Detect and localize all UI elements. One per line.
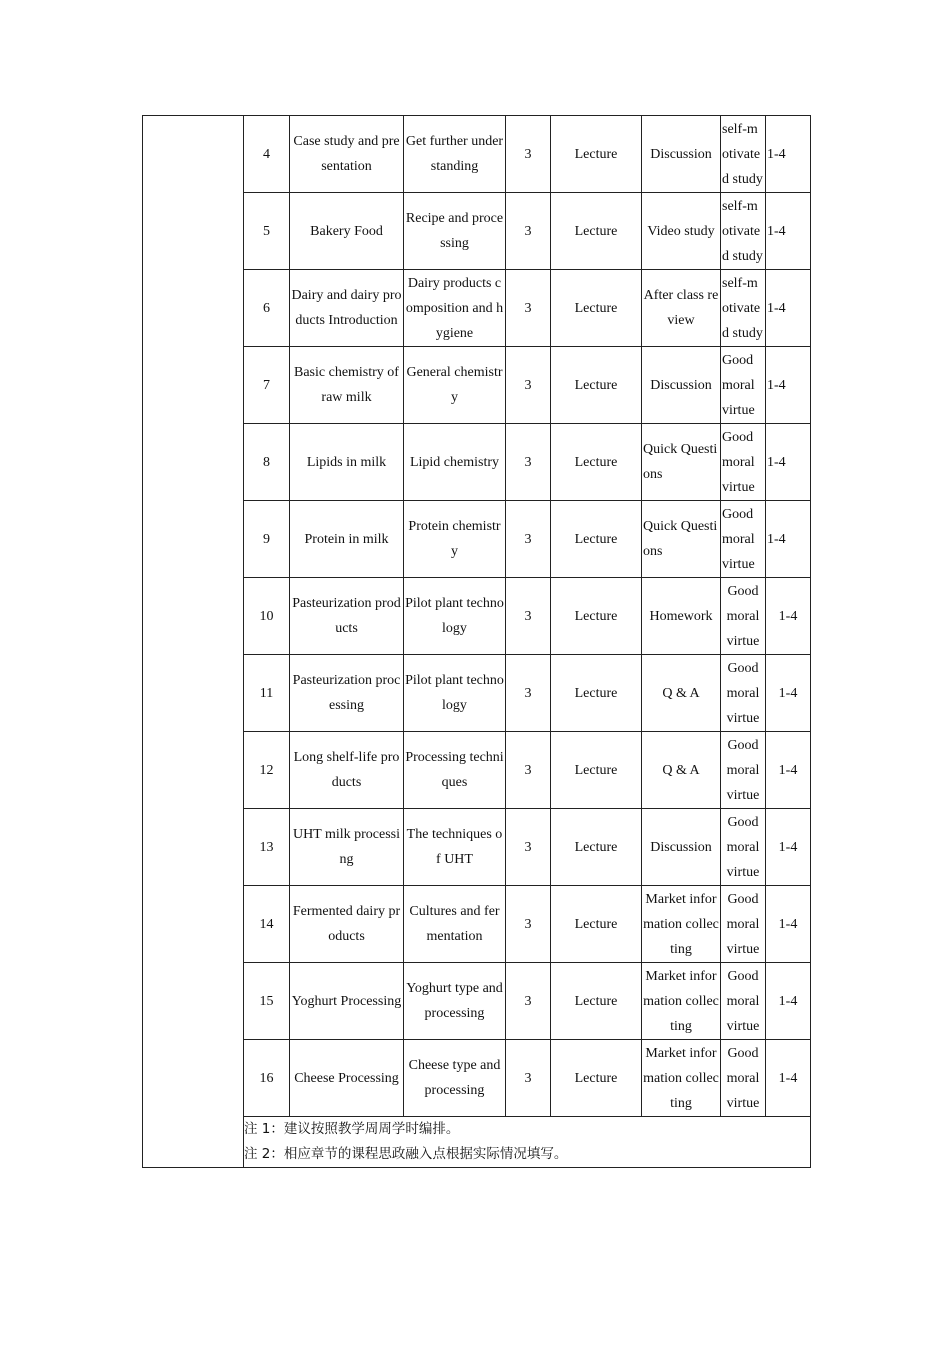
hours-cell: 3 [506,116,551,193]
method-cell: Lecture [551,501,642,578]
objective-cell: 1-4 [766,963,811,1040]
method-cell: Lecture [551,963,642,1040]
table-row [143,501,811,578]
method-cell: Lecture [551,347,642,424]
ideology-cell: Good moral virtue [721,578,766,655]
ideology-cell: Good moral virtue [721,809,766,886]
method-cell: Lecture [551,809,642,886]
method-cell: Lecture [551,1040,642,1117]
topic-cell: Case study and presentation [290,116,404,193]
objective-cell: 1-4 [766,578,811,655]
objective-cell: 1-4 [766,732,811,809]
hours-cell: 3 [506,347,551,424]
activity-cell: Market information collecting [642,886,721,963]
activity-cell: Homework [642,578,721,655]
content-cell: Cheese type and processing [404,1040,506,1117]
ideology-cell: Good moral virtue [721,732,766,809]
topic-cell: Long shelf-life products [290,732,404,809]
ideology-cell: self-motivated study [721,270,766,347]
row-number-cell: 5 [244,193,290,270]
row-number-cell: 6 [244,270,290,347]
ideology-cell: Good moral virtue [721,347,766,424]
objective-cell: 1-4 [766,116,811,193]
ideology-cell: Good moral virtue [721,501,766,578]
table-row [143,886,811,963]
topic-cell: Lipids in milk [290,424,404,501]
content-cell: General chemistry [404,347,506,424]
content-cell: Pilot plant technology [404,578,506,655]
row-number-cell: 13 [244,809,290,886]
activity-cell: Quick Questions [642,424,721,501]
activity-cell: Quick Questions [642,501,721,578]
table-row [143,655,811,732]
hours-cell: 3 [506,809,551,886]
hours-cell: 3 [506,963,551,1040]
hours-cell: 3 [506,424,551,501]
table-row [143,116,811,193]
table-row [143,193,811,270]
objective-cell: 1-4 [766,424,811,501]
hours-cell: 3 [506,193,551,270]
row-number-cell: 8 [244,424,290,501]
table-row [143,809,811,886]
hours-cell: 3 [506,732,551,809]
content-cell: Pilot plant technology [404,655,506,732]
row-number-cell: 12 [244,732,290,809]
activity-cell: Q & A [642,732,721,809]
hours-cell: 3 [506,886,551,963]
topic-cell: Pasteurization processing [290,655,404,732]
method-cell: Lecture [551,578,642,655]
activity-cell: Market information collecting [642,963,721,1040]
activity-cell: After class review [642,270,721,347]
topic-cell: Cheese Processing [290,1040,404,1117]
hours-cell: 3 [506,578,551,655]
activity-cell: Market information collecting [642,1040,721,1117]
left-label-column [143,116,244,1168]
ideology-cell: Good moral virtue [721,1040,766,1117]
row-number-cell: 4 [244,116,290,193]
content-cell: Dairy products composition and hygiene [404,270,506,347]
hours-cell: 3 [506,1040,551,1117]
hours-cell: 3 [506,501,551,578]
row-number-cell: 15 [244,963,290,1040]
note-2: 注 2：相应章节的课程思政融入点根据实际情况填写。 [244,1146,568,1162]
method-cell: Lecture [551,270,642,347]
hours-cell: 3 [506,655,551,732]
ideology-cell: Good moral virtue [721,424,766,501]
activity-cell: Discussion [642,347,721,424]
objective-cell: 1-4 [766,1040,811,1117]
table-row [143,1040,811,1117]
row-number-cell: 14 [244,886,290,963]
table-row [143,963,811,1040]
content-cell: Yoghurt type and processing [404,963,506,1040]
ideology-cell: self-motivated study [721,116,766,193]
activity-cell: Discussion [642,116,721,193]
method-cell: Lecture [551,732,642,809]
notes-cell [244,1117,811,1168]
content-cell: Processing techniques [404,732,506,809]
topic-cell: Protein in milk [290,501,404,578]
teaching-schedule-table [142,115,811,1168]
row-number-cell: 11 [244,655,290,732]
table-row [143,270,811,347]
objective-cell: 1-4 [766,809,811,886]
objective-cell: 1-4 [766,193,811,270]
topic-cell: Fermented dairy products [290,886,404,963]
topic-cell: Bakery Food [290,193,404,270]
topic-cell: Dairy and dairy products Introduction [290,270,404,347]
table-row [143,578,811,655]
content-cell: Get further understanding [404,116,506,193]
row-number-cell: 9 [244,501,290,578]
method-cell: Lecture [551,116,642,193]
activity-cell: Discussion [642,809,721,886]
table-row [143,424,811,501]
objective-cell: 1-4 [766,655,811,732]
topic-cell: Basic chemistry of raw milk [290,347,404,424]
topic-cell: Yoghurt Processing [290,963,404,1040]
topic-cell: UHT milk processing [290,809,404,886]
ideology-cell: Good moral virtue [721,886,766,963]
hours-cell: 3 [506,270,551,347]
note-1: 注 1：建议按照教学周周学时编排。 [244,1121,460,1137]
method-cell: Lecture [551,655,642,732]
activity-cell: Video study [642,193,721,270]
objective-cell: 1-4 [766,501,811,578]
method-cell: Lecture [551,424,642,501]
table-row [143,732,811,809]
notes-row [143,1117,811,1168]
ideology-cell: Good moral virtue [721,655,766,732]
objective-cell: 1-4 [766,347,811,424]
ideology-cell: self-motivated study [721,193,766,270]
ideology-cell: Good moral virtue [721,963,766,1040]
method-cell: Lecture [551,886,642,963]
content-cell: Cultures and fermentation [404,886,506,963]
content-cell: Lipid chemistry [404,424,506,501]
row-number-cell: 7 [244,347,290,424]
content-cell: Protein chemistry [404,501,506,578]
content-cell: Recipe and processing [404,193,506,270]
activity-cell: Q & A [642,655,721,732]
topic-cell: Pasteurization products [290,578,404,655]
row-number-cell: 10 [244,578,290,655]
row-number-cell: 16 [244,1040,290,1117]
content-cell: The techniques of UHT [404,809,506,886]
method-cell: Lecture [551,193,642,270]
table-row [143,347,811,424]
objective-cell: 1-4 [766,270,811,347]
objective-cell: 1-4 [766,886,811,963]
